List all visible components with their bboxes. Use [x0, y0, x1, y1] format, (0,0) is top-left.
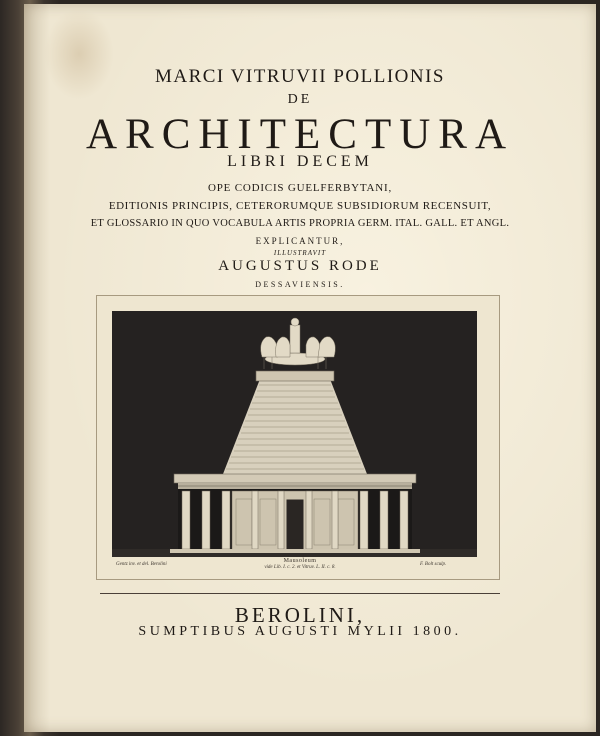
imprint-publisher: SUMPTIBUS AUGUSTI MYLII 1800. — [138, 624, 462, 639]
plate-caption-left: Gentz inv. et del. Berolini — [116, 562, 167, 567]
mausoleum-engraving — [112, 311, 477, 557]
description-line-2: EDITIONIS PRINCIPIS, CETERORUMQUE SUBSIDIORUM RECENSUIT, — [108, 200, 492, 212]
de-line: DE — [287, 92, 313, 107]
plate-caption-right: F. Bolt sculp. — [420, 562, 447, 567]
editor-name: AUGUSTUS RODE — [218, 258, 382, 274]
description-line-3: ET GLOSSARIO IN QUO VOCABULA ARTIS PROPRIA GERM. ITAL. GALL. ET ANGL. — [90, 218, 510, 229]
main-title: ARCHITECTURA — [85, 111, 515, 158]
imprint-place: BEROLINI, — [234, 603, 366, 627]
plate-caption-reference: vide Lib. I. c. 2. et Vitruv. L. II. c. 8. — [264, 565, 336, 570]
description-line-1: OPE CODICIS GUELFERBYTANI, — [207, 182, 392, 194]
editor-origin: DESSAVIENSIS. — [255, 280, 345, 289]
imprint-rule — [100, 593, 500, 594]
author-line: MARCI VITRUVII POLLIONIS — [154, 66, 446, 87]
plate-caption-title: Mausoleum — [283, 558, 317, 564]
description-line-4: EXPLICANTUR, — [255, 236, 345, 246]
description-line-5: ILLUSTRAVIT — [273, 249, 327, 257]
subtitle: LIBRI DECEM — [227, 153, 373, 170]
